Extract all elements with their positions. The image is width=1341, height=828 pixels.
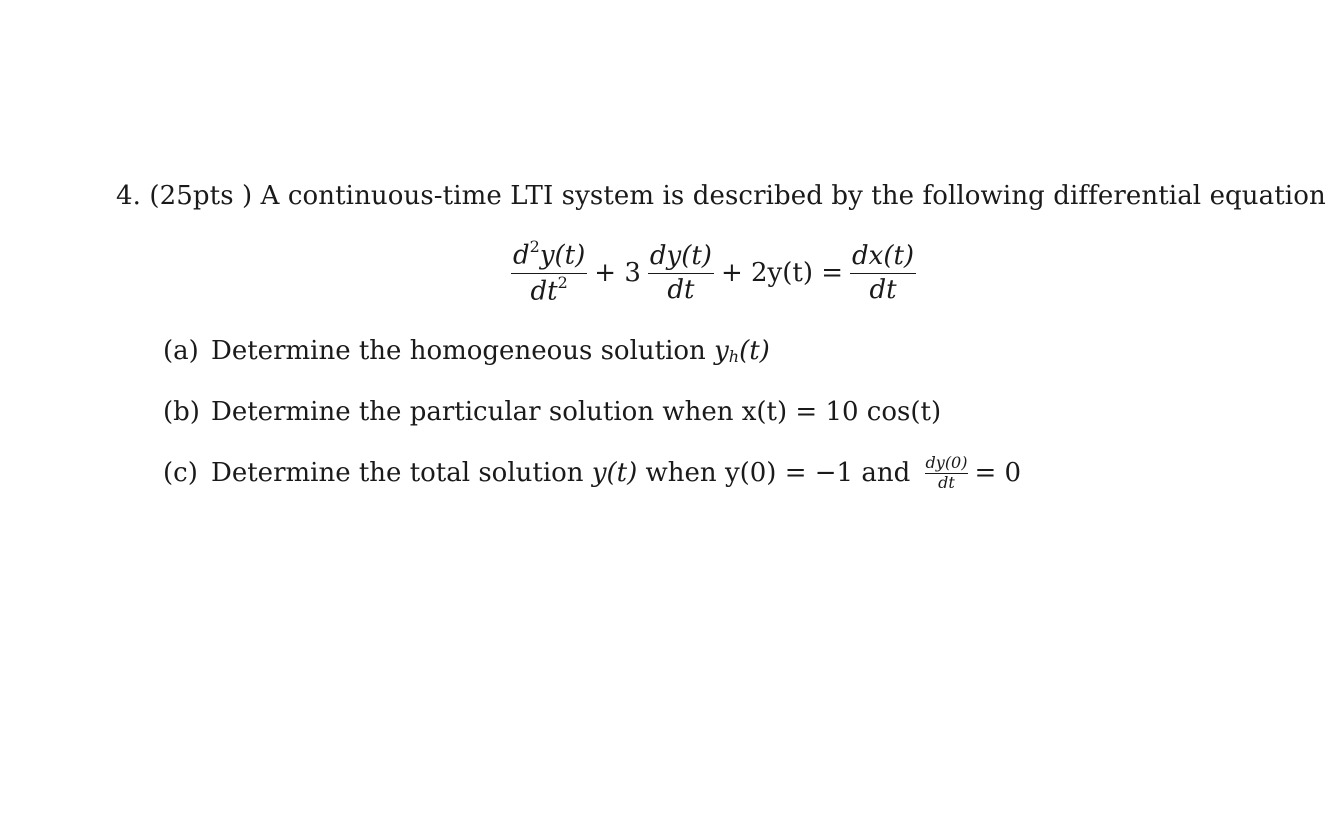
initial-derivative-fraction: $\frac{dy(0)}{dt}$ (925, 453, 968, 492)
plus-three: + 3 (594, 258, 641, 288)
part-c-text-1: Determine the total solution (211, 458, 592, 489)
part-b-label: (b) (163, 397, 200, 427)
part-c-math-2: y(0) = −1 (724, 458, 854, 489)
problem-statement: 4. (25pts ) A continuous-time LTI system is described by the following differential equation (116, 181, 1326, 211)
part-a: (a) Determine the homogeneous solution y h (t) (163, 336, 770, 366)
first-derivative-fraction: $\frac{dy(t)}{dt}$ (649, 240, 712, 305)
part-a-label: (a) (163, 336, 199, 366)
input-derivative-fraction: $\frac{dx(t)}{dt}$ (852, 240, 915, 305)
second-derivative-fraction: $\frac{d^2y(t)}{dt^2}$ (513, 237, 586, 307)
plus-two-y-equals: + 2y(t) = (720, 258, 844, 288)
part-b-text: Determine the particular solution when (211, 397, 742, 427)
part-c-text-3: and (853, 458, 919, 489)
part-c-text-2: when (637, 458, 725, 489)
part-a-text: Determine the homogeneous solution (211, 336, 715, 366)
differential-equation (508, 238, 919, 308)
part-c-tail: = 0 (974, 458, 1022, 489)
part-c (163, 455, 1021, 492)
part-b (163, 397, 941, 427)
part-c-math-1: y(t) (591, 458, 638, 489)
part-c-label: (c) (163, 458, 198, 489)
part-b-math: x(t) = 10 cos(t) (741, 397, 942, 427)
part-a-math: y (714, 336, 729, 366)
